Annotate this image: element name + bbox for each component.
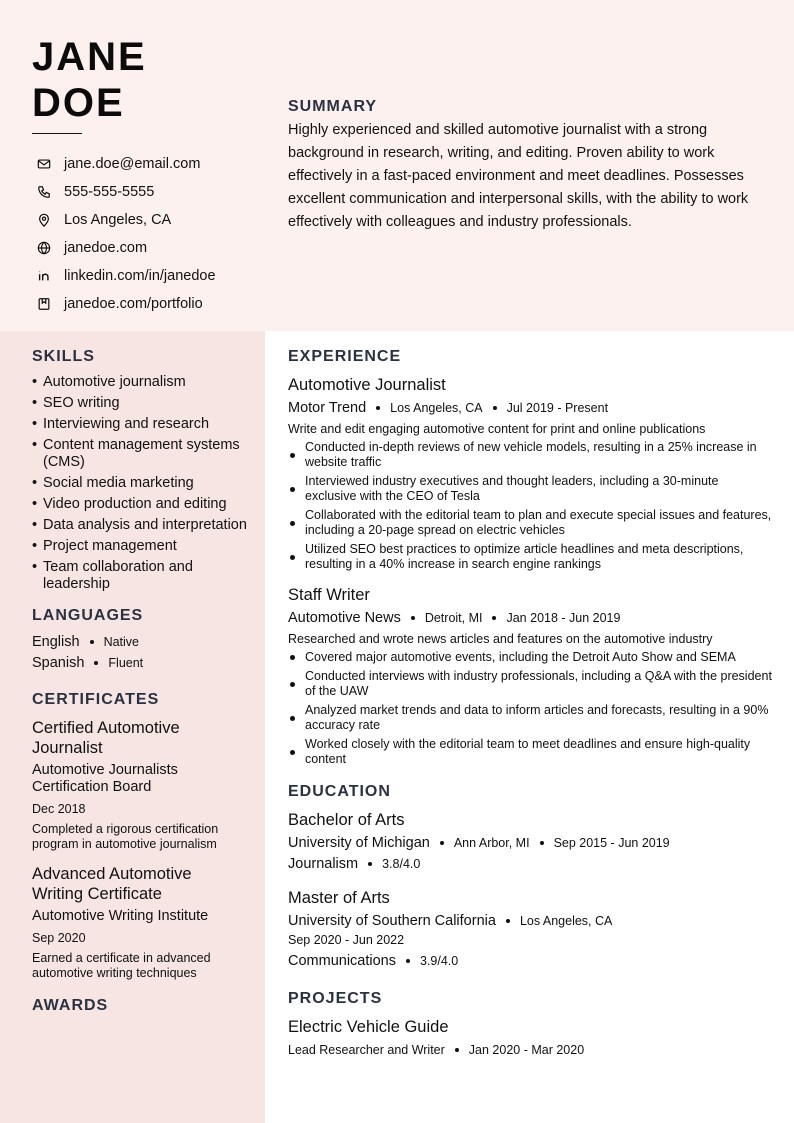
contact-location [32, 206, 216, 234]
main-content [288, 348, 772, 1059]
separator-dot [376, 406, 380, 410]
separator-dot [455, 1048, 459, 1052]
bullet-text: Utilized SEO best practices to optimize article headlines and meta descriptions, resulting in a 40% increase in search engine rankings [305, 542, 744, 571]
education-field-row [288, 855, 772, 873]
school-name: University of Southern California [288, 913, 496, 929]
skill-text: Project management [43, 538, 177, 554]
skills-list [32, 374, 247, 593]
job-dates: Jan 2018 - Jun 2019 [506, 611, 621, 625]
certificate-date: Sep 2020 [32, 931, 86, 945]
summary-section [288, 98, 770, 234]
education-gpa: 3.9/4.0 [420, 954, 459, 968]
skill-text: Automotive journalism [43, 374, 186, 390]
language-name: Spanish [32, 654, 85, 671]
separator-dot [506, 919, 510, 923]
certificate-title: Advanced Automotive Writing Certificate [32, 865, 192, 903]
certificate-item [32, 864, 247, 981]
contact-email[interactable] [32, 150, 216, 178]
separator-dot [493, 406, 497, 410]
bullet-text: Analyzed market trends and data to inform articles and forecasts, resulting in a 90% accuracy rate [305, 703, 769, 732]
separator-dot [94, 661, 98, 665]
separator-dot [440, 841, 444, 845]
certificate-item [32, 718, 247, 852]
language-row [32, 652, 247, 673]
candidate-name [32, 34, 147, 126]
phone-icon [32, 180, 56, 204]
contact-email-text: jane.doe@email.com [64, 156, 201, 172]
contact-phone-text: 555-555-5555 [64, 184, 155, 200]
separator-dot [411, 616, 415, 620]
language-row [32, 631, 247, 652]
contact-portfolio-text: janedoe.com/portfolio [64, 296, 203, 312]
list-item [288, 542, 772, 572]
bullet-text: Conducted in-depth reviews of new vehicle models, resulting in a 25% increase in website traffic [305, 440, 757, 469]
job-description: Researched and wrote news articles and features on the automotive industry [288, 632, 713, 646]
skill-text: Social media marketing [43, 475, 194, 491]
skill-text: Interviewing and research [43, 416, 210, 432]
certificate-desc: Completed a rigorous certification program in automotive journalism [32, 822, 219, 851]
education-item [288, 810, 772, 873]
education-title: EDUCATION [288, 783, 391, 800]
education-item [288, 888, 772, 970]
languages-list [32, 631, 247, 673]
certificate-org: Automotive Journalists Certification Board [32, 762, 178, 795]
list-item [288, 703, 772, 733]
contact-phone[interactable] [32, 178, 216, 206]
separator-dot [492, 616, 496, 620]
education-gpa: 3.8/4.0 [382, 857, 421, 871]
bullet-text: Interviewed industry executives and thought leaders, including a 30-minute exclusive with the CEO of Tesla [305, 474, 719, 503]
languages-title: LANGUAGES [32, 607, 144, 624]
list-item [288, 474, 772, 504]
project-item [288, 1017, 772, 1059]
contact-website[interactable] [32, 234, 216, 262]
school-name: University of Michigan [288, 835, 430, 851]
job-dates: Jul 2019 - Present [506, 401, 609, 415]
certificate-title: Certified Automotive Journalist [32, 719, 180, 757]
language-level: Fluent [108, 655, 144, 670]
certificate-date: Dec 2018 [32, 802, 86, 816]
contact-linkedin[interactable] [32, 262, 216, 290]
bullet-text: Worked closely with the editorial team to meet deadlines and ensure high-quality content [305, 737, 751, 766]
linkedin-icon [32, 264, 56, 288]
certificate-desc: Earned a certificate in advanced automotive writing techniques [32, 951, 211, 980]
education-field: Journalism [288, 856, 359, 872]
skill-text: Team collaboration and leadership [43, 559, 193, 592]
list-item: • Project management [32, 538, 177, 554]
name-divider [32, 133, 82, 134]
list-item: • Data analysis and interpretation [32, 517, 247, 533]
certificates-title: CERTIFICATES [32, 691, 160, 708]
job-bullets [288, 440, 772, 572]
project-role: Lead Researcher and Writer [288, 1043, 445, 1057]
contact-list [32, 150, 216, 318]
certificate-org: Automotive Writing Institute [32, 908, 209, 924]
location-icon [32, 208, 56, 232]
list-item [288, 508, 772, 538]
school-location: Los Angeles, CA [519, 914, 613, 928]
portfolio-icon [32, 292, 56, 316]
skill-text: Video production and editing [43, 496, 227, 512]
sidebar-content [32, 348, 247, 1015]
job-company: Motor Trend [288, 400, 367, 416]
project-title: Electric Vehicle Guide [288, 1018, 449, 1036]
last-name: DOE [32, 81, 125, 125]
list-item: • Interviewing and research [32, 416, 210, 432]
job-item [288, 585, 772, 767]
list-item [288, 440, 772, 470]
job-item [288, 375, 772, 572]
job-company: Automotive News [288, 610, 401, 626]
skills-title: SKILLS [32, 348, 95, 365]
list-item: • Video production and editing [32, 496, 227, 512]
separator-dot [406, 959, 410, 963]
education-meta [288, 834, 772, 852]
separator-dot [540, 841, 544, 845]
project-meta [288, 1041, 772, 1059]
bullet-text: Covered major automotive events, including the Detroit Auto Show and SEMA [305, 650, 736, 664]
first-name: JANE [32, 35, 147, 79]
awards-title: AWARDS [32, 997, 109, 1014]
education-meta [288, 912, 772, 930]
education-dates: Sep 2020 - Jun 2022 [288, 933, 405, 947]
school-location: Ann Arbor, MI [453, 836, 530, 850]
skill-text: SEO writing [43, 395, 120, 411]
globe-icon [32, 236, 56, 260]
separator-dot [368, 862, 372, 866]
job-location: Los Angeles, CA [390, 401, 483, 415]
job-title: Automotive Journalist [288, 376, 446, 394]
contact-website-text: janedoe.com [64, 240, 148, 256]
bullet-text: Conducted interviews with industry professionals, including a Q&A with the president of the UAW [305, 669, 772, 698]
job-description: Write and edit engaging automotive content for print and online publications [288, 422, 706, 436]
list-item: • Automotive journalism [32, 374, 186, 390]
language-level: Native [103, 634, 139, 649]
job-title: Staff Writer [288, 586, 370, 604]
education-dates-row [288, 931, 772, 949]
list-item [288, 669, 772, 699]
list-item: • Social media marketing [32, 475, 194, 491]
contact-location-text: Los Angeles, CA [64, 212, 172, 228]
degree-title: Bachelor of Arts [288, 811, 405, 829]
education-field-row [288, 952, 772, 970]
projects-title: PROJECTS [288, 990, 383, 1007]
list-item [288, 737, 772, 767]
list-item: • Content management systems (CMS) [32, 437, 247, 471]
contact-linkedin-text: linkedin.com/in/janedoe [64, 268, 216, 284]
skill-text: Data analysis and interpretation [43, 517, 247, 533]
list-item: • SEO writing [32, 395, 120, 411]
contact-portfolio[interactable] [32, 290, 216, 318]
experience-title: EXPERIENCE [288, 348, 402, 365]
summary-title: SUMMARY [288, 98, 378, 115]
degree-title: Master of Arts [288, 889, 390, 907]
job-meta [288, 399, 772, 417]
job-meta [288, 609, 772, 627]
education-field: Communications [288, 953, 396, 969]
education-dates: Sep 2015 - Jun 2019 [553, 836, 670, 850]
separator-dot [90, 640, 94, 644]
summary-text: Highly experienced and skilled automotive journalist with a strong background in research, writing, and editing. Proven ability to work effectively in a fast-paced environment and meet deadlines. Possesses excellent communication and interpersonal skills, with the ability to work effectively with colleagues and industry professionals. [288, 122, 749, 230]
job-location: Detroit, MI [424, 611, 483, 625]
bullet-text: Collaborated with the editorial team to plan and execute special issues and features, including a 20-page spread on electric vehicles [305, 508, 772, 537]
list-item: • Team collaboration and leadership [32, 559, 247, 593]
skill-text: Content management systems (CMS) [43, 437, 240, 470]
language-name: English [32, 633, 80, 650]
job-bullets [288, 650, 772, 767]
list-item [288, 650, 772, 665]
email-icon [32, 152, 56, 176]
project-dates: Jan 2020 - Mar 2020 [468, 1043, 585, 1057]
